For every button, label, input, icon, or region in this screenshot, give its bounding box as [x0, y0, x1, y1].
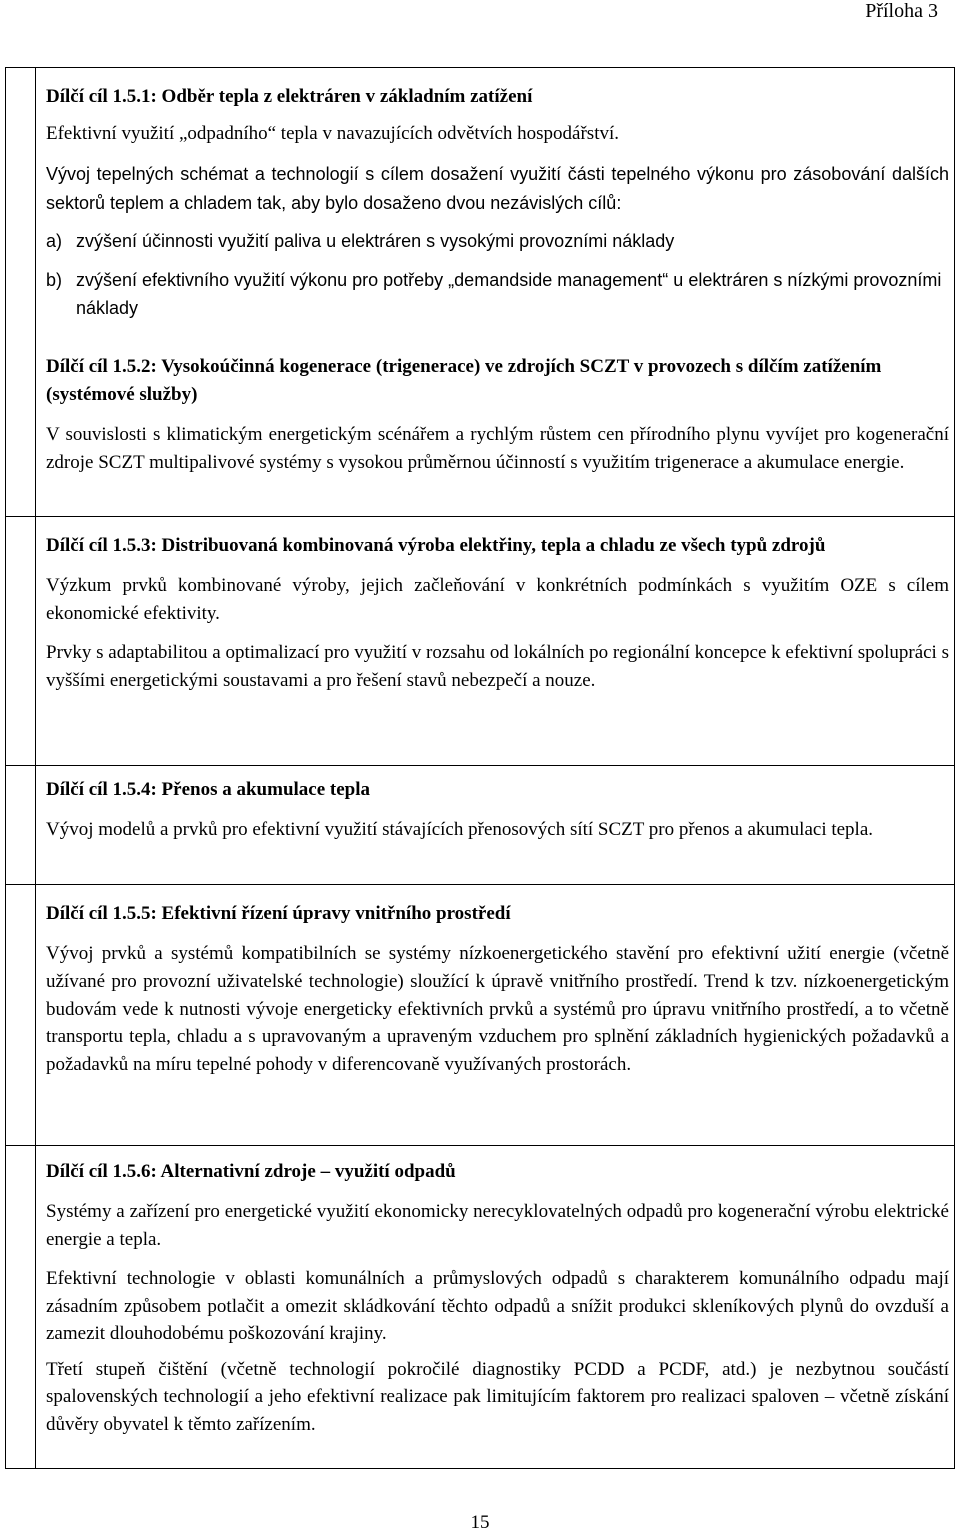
section-body: Vývoj modelů a prvků pro efektivní využití stávajících přenosových sítí SCZT pro přenos a akumulaci tepla. — [46, 819, 874, 840]
list-text: zvýšení účinnosti využití paliva u elektráren s vysokými provozními náklady — [76, 230, 675, 251]
section-1-5-5 — [46, 900, 949, 1079]
section-1-5-3 — [46, 532, 949, 694]
list-marker: a) — [46, 230, 63, 251]
section-1-5-2 — [46, 353, 949, 476]
section-title: Dílčí cíl 1.5.3: Distribuovaná kombinovaná výroba elektřiny, tepla a chladu ze všech typů zdrojů — [46, 535, 826, 556]
list-item — [46, 228, 949, 256]
table-row-divider — [6, 516, 954, 517]
page-number: 15 — [470, 1512, 490, 1533]
page-header-label: Příloha 3 — [865, 0, 938, 22]
section-intro: Efektivní využití „odpadního“ tepla v navazujících odvětvích hospodářství. — [46, 123, 620, 144]
table-row-divider — [6, 765, 954, 766]
section-body: V souvislosti s klimatickým energetickým scénářem a rychlým růstem cen přírodního plynu vyvíjet pro kogenerační zdroje SCZT multipalivové systémy s vysokou průměrnou účinností s využitím trigenerace a akumulace energie. — [46, 424, 949, 473]
list-item — [46, 267, 949, 322]
section-title: Dílčí cíl 1.5.1: Odběr tepla z elektráren v základním zatížení — [46, 86, 533, 107]
section-paragraph: Výzkum prvků kombinované výroby, jejich začleňování v konkrétních podmínkách s využitím OZE s cílem ekonomické efektivity. — [46, 575, 949, 624]
section-paragraph: Třetí stupeň čištění (včetně technologií pokročilé diagnostiky PCDD a PCDF, atd.) je nezbytnou součástí spalovenských technologií a jeho efektivní realizace pak limitujícím faktorem pro realizaci spaloven – včetně získání důvěry obyvatel k těmto zařízením. — [46, 1358, 949, 1435]
section-1-5-6 — [46, 1158, 949, 1438]
section-paragraph: Prvky s adaptabilitou a optimalizací pro využití v rozsahu od lokálních po regionální koncepce k efektivní spolupráci s vyššími energetickými soustavami a pro řešení stavů nebezpečí a nouze. — [46, 642, 949, 691]
section-body: Vývoj prvků a systémů kompatibilních se systémy nízkoenergetického stavění pro efektivní užití energie (včetně užívané pro provozní uživatelské technologie) sloužící k úpravě vnitřního prostředí. Trend k tzv. nízkoenergetickým budovám vede k nutnosti vývoje energeticky efektivních prvků a systémů pro úpravu vnitřního prostředí, a to včetně transportu tepla, chladu a s upravovaným a upraveným vzduchem pro splnění základních hygienických požadavků a požadavků na míru tepelné pohody v diferencovaně využívaných prostorách. — [46, 943, 949, 1076]
section-1-5-1 — [46, 83, 949, 322]
section-title: Dílčí cíl 1.5.4: Přenos a akumulace tepla — [46, 779, 371, 800]
objectives-table — [5, 67, 955, 1469]
section-paragraph: Efektivní technologie v oblasti komunálních a průmyslových odpadů s charakterem komunálního odpadu mají zásadním způsobem potlačit a omezit skládkování těchto odpadů a snížit produkci skleníkových plynů do ovzduší a zamezit dlouhodobému poškozování krajiny. — [46, 1268, 949, 1344]
section-title: Dílčí cíl 1.5.6: Alternativní zdroje – využití odpadů — [46, 1161, 456, 1182]
section-title: Dílčí cíl 1.5.2: Vysokoúčinná kogenerace (trigenerace) ve zdrojích SCZT v provozech s dílčím zatížením (systémové služby) — [46, 356, 882, 405]
section-paragraph: Systémy a zařízení pro energetické využití ekonomicky nerecyklovatelných odpadů pro kogenerační výrobu elektrické energie a tepla. — [46, 1201, 949, 1250]
list-text: zvýšení efektivního využití výkonu pro potřeby „demandside management“ u elektráren s nízkými provozními náklady — [76, 270, 942, 318]
section-title: Dílčí cíl 1.5.5: Efektivní řízení úpravy vnitřního prostředí — [46, 903, 511, 924]
table-column-divider — [35, 68, 36, 1468]
table-row-divider — [6, 1145, 954, 1146]
list-marker: b) — [46, 270, 63, 290]
section-body: Vývoj tepelných schémat a technologií s cílem dosažení využití části tepelného výkonu pro zásobování dalších sektorů teplem a chladem tak, aby bylo dosaženo dvou nezávislých cílů: — [46, 163, 949, 213]
section-1-5-4 — [46, 776, 949, 844]
table-row-divider — [6, 884, 954, 885]
